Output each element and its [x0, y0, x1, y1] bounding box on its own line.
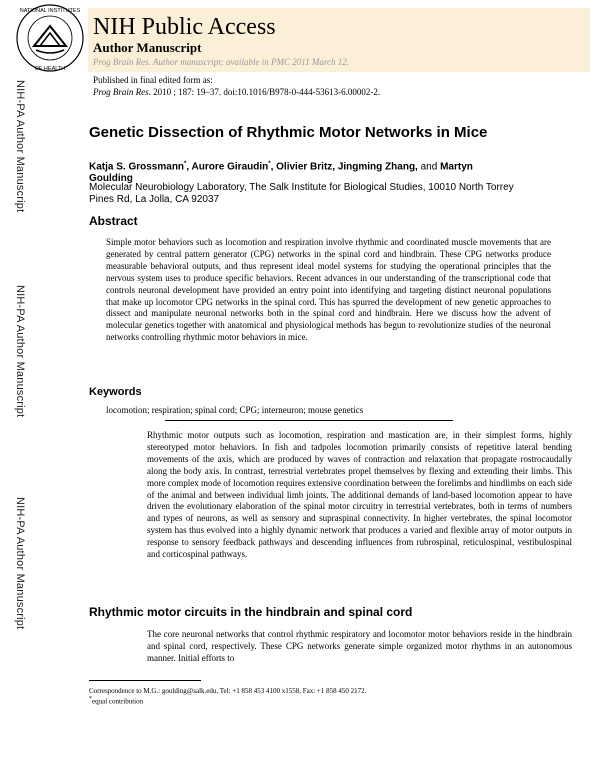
nih-public-access-title: NIH Public Access — [93, 14, 276, 40]
author-name: Katja S. Grossmann — [89, 161, 185, 173]
footnote-correspondence: Correspondence to M.G.: goulding@salk.edu, Tel: +1 858 453 4100 x1558, Fax: +1 858 450 2172. — [89, 687, 367, 695]
availability-note: Prog Brain Res. Author manuscript; available in PMC 2011 March 12. — [93, 57, 349, 67]
footnote-marker: * — [268, 161, 271, 167]
author-name: , Olivier Britz, Jingming Zhang, — [270, 161, 418, 173]
side-stamp: NIH-PA Author Manuscript — [14, 285, 26, 418]
footnote-text: equal contribution — [92, 697, 144, 706]
article-title: Genetic Dissection of Rhythmic Motor Networks in Mice — [89, 124, 488, 141]
author-name: Martyn — [440, 161, 473, 173]
keywords-text: locomotion; respiration; spinal cord; CPG; interneuron; mouse genetics — [106, 405, 364, 415]
footnote-equal-contribution — [89, 696, 143, 705]
published-label: Published in final edited form as: — [93, 75, 213, 85]
abstract-text: Simple motor behaviors such as locomotion and respiration involve rhythmic and coordinated muscle movements that are generated by central pattern generator (CPG) networks in the spinal cord and hindbrain. These CPG networks produce measurable behavioral outputs, and thus represent ideal model systems for studying the operational principles that the nervous system uses to produce specific behaviors. Recent advances in our understanding of the transcriptional code that controls neuronal development have provided an entry point into identifying and targeting distinct neuronal populations that make up locomotor CPG networks in the spinal cord. This has spurred the development of new genetic approaches to dissect and manipulate neuronal networks both in the spinal cord and hindbrain. Here we discuss how the advent of molecular genetics together with anatomical and physiological methods has begun to revolutionize studies of the neuronal networks controlling rhythmic motor behaviors in mice. — [106, 237, 551, 343]
footnote-marker: * — [184, 161, 187, 167]
intro-paragraph: Rhythmic motor outputs such as locomotion, respiration and mastication are, in their simplest forms, highly stereotyped motor behaviors. In fish and tadpoles locomotion primarily consists of repetitive lateral bending movements of the axis, which are produced by waves of contraction and relaxation that propagate rostrocaudally along the body axis. In contrast, terrestrial vertebrates propel themselves by flexing and extending their limbs. This more complex mode of locomotion requires extensive coordination between the forelimbs and hindlimbs on each side of the animal and between individual limb joints. The additional demands of land-based locomotion appear to have driven the evolutionary elaboration of the spinal motor circuitry in terrestrial vertebrates, both in terms of numbers and types of neurons, as well as sensory and supraspinal connectivity. In higher vertebrates, the spinal locomotor system has thus evolved into a highly dynamic network that produces a varied and flexible array of motor outputs in response to sensory feedback pathways and descending influences from rubrospinal, reticulospinal, vestibulospinal and corticospinal pathways. — [147, 430, 572, 560]
author-name: Goulding — [89, 173, 133, 185]
footnote-divider — [89, 680, 201, 681]
citation — [93, 87, 380, 97]
side-stamp: NIH-PA Author Manuscript — [14, 80, 26, 213]
citation-journal: Prog Brain Res — [93, 87, 149, 97]
nih-seal-logo — [14, 2, 86, 74]
author-conjunction: and — [417, 161, 441, 173]
citation-details: . 2010 ; 187: 19–37. doi:10.1016/B978-0-444-53613-6.00002-2. — [148, 87, 381, 97]
author-manuscript-label: Author Manuscript — [93, 40, 202, 55]
section-paragraph: The core neuronal networks that control rhythmic respiratory and locomotor motor behaviors reside in the hindbrain and spinal cord, respectively. These CPG networks generate simple organized motor rhythms in an autonomous manner. Initial efforts to — [147, 629, 572, 663]
affiliation: Molecular Neurobiology Laboratory, The Salk Institute for Biological Studies, 10010 North Torrey Pines Rd, La Jolla, CA 92037 — [89, 182, 514, 205]
section-heading: Rhythmic motor circuits in the hindbrain and spinal cord — [89, 605, 413, 619]
section-divider — [165, 420, 453, 421]
keywords-heading: Keywords — [89, 386, 142, 398]
svg-text:OF HEALTH: OF HEALTH — [34, 66, 66, 72]
abstract-heading: Abstract — [89, 214, 138, 228]
author-name: , Aurore Giraudin — [186, 161, 269, 173]
svg-text:NATIONAL INSTITUTES: NATIONAL INSTITUTES — [19, 8, 81, 14]
side-stamp: NIH-PA Author Manuscript — [14, 497, 26, 630]
footnote-marker: * — [89, 696, 92, 702]
